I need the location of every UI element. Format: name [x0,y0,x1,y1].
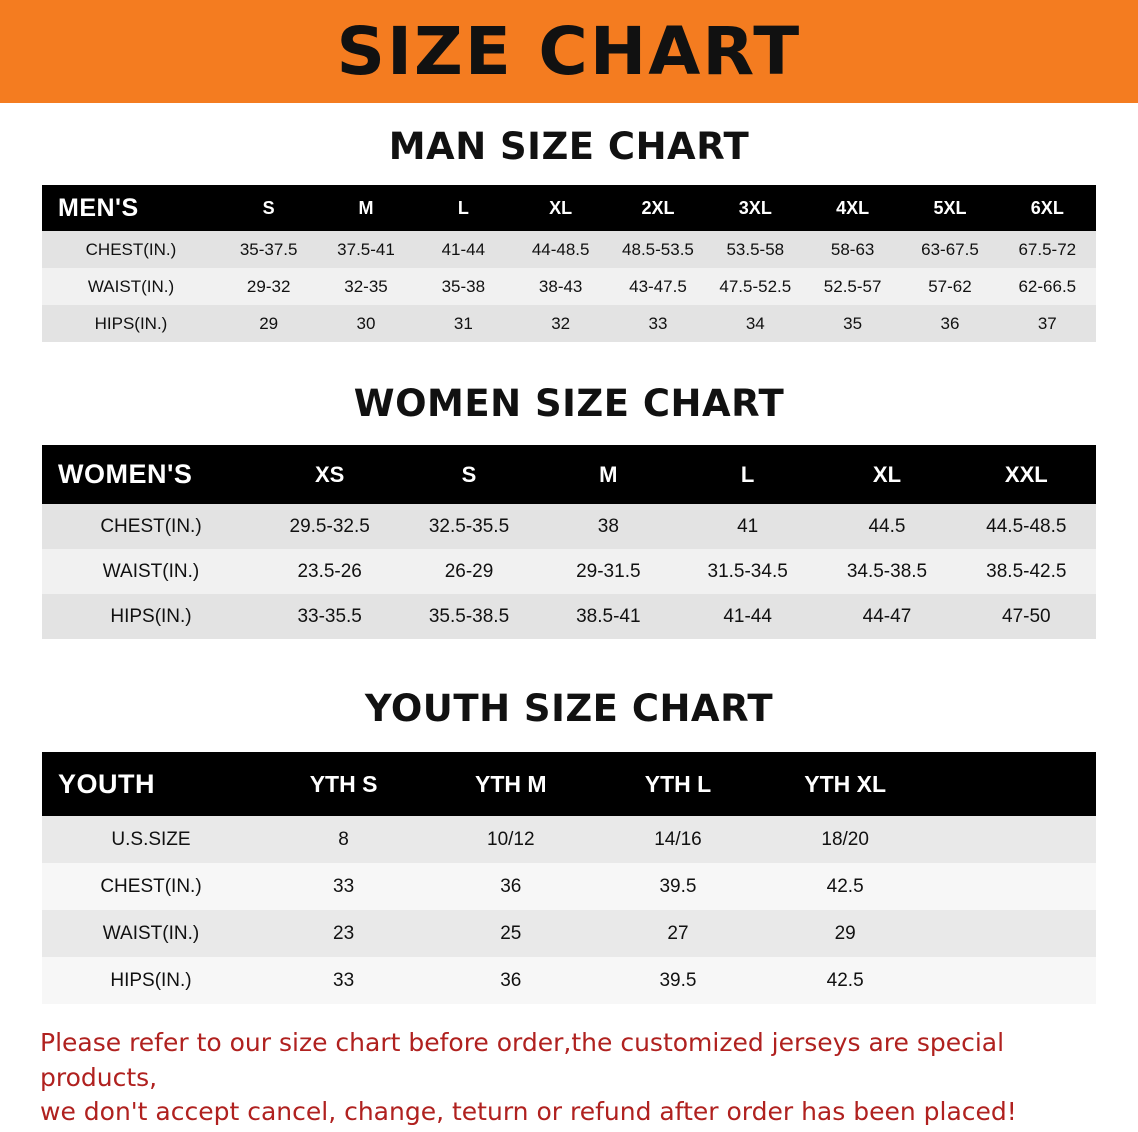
table-row [42,504,1096,549]
youth-cell-spacer [929,910,1096,957]
table-row [42,231,1096,268]
men-cell: 57-62 [901,268,998,305]
youth-cell: 36 [427,957,594,1004]
man-table-wrapper [42,185,1096,342]
youth-table-wrapper [42,752,1096,1004]
women-cell: 44.5-48.5 [957,504,1096,549]
men-cell: 30 [317,305,414,342]
youth-cell: 33 [260,863,427,910]
youth-cell: 42.5 [762,863,929,910]
youth-cell: 39.5 [594,863,761,910]
women-cell: 32.5-35.5 [399,504,538,549]
youth-col-header: YTH S [260,752,427,816]
youth-cell: 42.5 [762,957,929,1004]
men-cell: 31 [415,305,512,342]
youth-cell-spacer [929,816,1096,863]
youth-row-label: HIPS(IN.) [42,957,260,1004]
men-cell: 29 [220,305,317,342]
table-row [42,957,1096,1004]
women-cell: 35.5-38.5 [399,594,538,639]
youth-row-label: WAIST(IN.) [42,910,260,957]
men-col-header: 5XL [901,185,998,231]
youth-row-label: U.S.SIZE [42,816,260,863]
youth-cell: 23 [260,910,427,957]
table-header-row [42,752,1096,816]
women-row-label: HIPS(IN.) [42,594,260,639]
men-cell: 35 [804,305,901,342]
women-cell: 38 [539,504,678,549]
men-cell: 58-63 [804,231,901,268]
women-cell: 23.5-26 [260,549,399,594]
disclaimer-note [40,1026,1098,1130]
women-size-table [42,445,1096,639]
youth-col-header: YTH M [427,752,594,816]
men-cell: 48.5-53.5 [609,231,706,268]
men-col-header: XL [512,185,609,231]
man-section-title: MAN SIZE CHART [388,125,750,168]
men-cell: 34 [707,305,804,342]
table-row [42,863,1096,910]
women-cell: 38.5-42.5 [957,549,1096,594]
youth-cell: 36 [427,863,594,910]
youth-cell-spacer [929,957,1096,1004]
women-cell: 38.5-41 [539,594,678,639]
youth-cell: 29 [762,910,929,957]
men-cell: 35-38 [415,268,512,305]
women-col-header: M [539,445,678,504]
men-row-label: WAIST(IN.) [42,268,220,305]
women-col-header: XL [817,445,956,504]
men-col-header: 3XL [707,185,804,231]
women-cell: 47-50 [957,594,1096,639]
men-cell: 29-32 [220,268,317,305]
youth-col-header: YTH XL [762,752,929,816]
men-cell: 38-43 [512,268,609,305]
men-row-label: HIPS(IN.) [42,305,220,342]
women-cell: 29.5-32.5 [260,504,399,549]
men-row-label: CHEST(IN.) [42,231,220,268]
women-cell: 26-29 [399,549,538,594]
men-col-header: 2XL [609,185,706,231]
youth-cell: 39.5 [594,957,761,1004]
youth-cell: 33 [260,957,427,1004]
youth-cell: 27 [594,910,761,957]
table-row [42,910,1096,957]
women-cell: 31.5-34.5 [678,549,817,594]
page-banner [0,0,1138,103]
men-cell: 52.5-57 [804,268,901,305]
men-cell: 32 [512,305,609,342]
table-row [42,305,1096,342]
disclaimer-line-1: Please refer to our size chart before order,the customized jerseys are special products, [40,1028,1005,1092]
youth-cell: 25 [427,910,594,957]
men-cell: 62-66.5 [999,268,1096,305]
men-col-header: 6XL [999,185,1096,231]
men-size-table [42,185,1096,342]
disclaimer-line-2: we don't accept cancel, change, teturn or refund after order has been placed! [40,1097,1017,1126]
youth-cell: 10/12 [427,816,594,863]
women-col-header: XXL [957,445,1096,504]
men-cell: 47.5-52.5 [707,268,804,305]
youth-section-title: YOUTH SIZE CHART [364,687,774,730]
men-cell: 63-67.5 [901,231,998,268]
youth-col-header: YTH L [594,752,761,816]
men-cell: 37.5-41 [317,231,414,268]
women-cell: 44.5 [817,504,956,549]
table-row [42,268,1096,305]
men-cell: 53.5-58 [707,231,804,268]
women-col-header: XS [260,445,399,504]
table-row [42,594,1096,639]
women-section-title: WOMEN SIZE CHART [353,382,785,425]
men-cell: 33 [609,305,706,342]
women-col-header: L [678,445,817,504]
women-cell: 41-44 [678,594,817,639]
men-col-header: M [317,185,414,231]
table-row [42,816,1096,863]
youth-corner-label: YOUTH [42,752,260,816]
men-cell: 36 [901,305,998,342]
women-cell: 33-35.5 [260,594,399,639]
men-corner-label: MEN'S [42,185,220,231]
women-cell: 41 [678,504,817,549]
youth-row-label: CHEST(IN.) [42,863,260,910]
table-header-row [42,185,1096,231]
men-col-header: S [220,185,317,231]
women-table-wrapper [42,445,1096,639]
women-row-label: WAIST(IN.) [42,549,260,594]
men-cell: 43-47.5 [609,268,706,305]
women-row-label: CHEST(IN.) [42,504,260,549]
men-col-header: 4XL [804,185,901,231]
women-cell: 29-31.5 [539,549,678,594]
youth-cell: 18/20 [762,816,929,863]
women-corner-label: WOMEN'S [42,445,260,504]
youth-size-table [42,752,1096,1004]
youth-cell: 14/16 [594,816,761,863]
men-cell: 41-44 [415,231,512,268]
men-cell: 67.5-72 [999,231,1096,268]
women-cell: 44-47 [817,594,956,639]
men-cell: 35-37.5 [220,231,317,268]
youth-cell-spacer [929,863,1096,910]
youth-cell: 8 [260,816,427,863]
men-cell: 44-48.5 [512,231,609,268]
women-col-header: S [399,445,538,504]
women-cell: 34.5-38.5 [817,549,956,594]
table-row [42,549,1096,594]
page-title: SIZE CHART [336,12,802,90]
men-col-header: L [415,185,512,231]
men-cell: 37 [999,305,1096,342]
table-header-row [42,445,1096,504]
youth-col-header-spacer [929,752,1096,816]
men-cell: 32-35 [317,268,414,305]
